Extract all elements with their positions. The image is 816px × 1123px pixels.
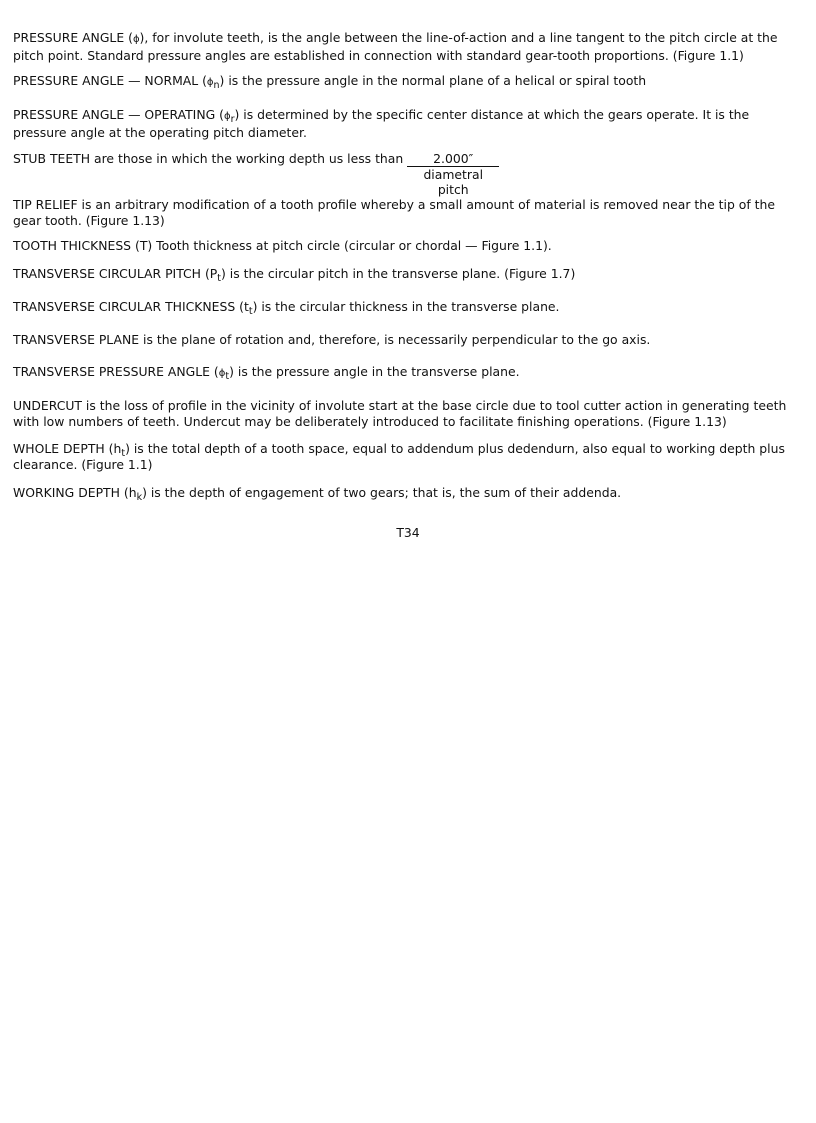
definition-text: ) is the circular pitch in the transverse plane. (Figure 1.7) — [220, 266, 576, 281]
fraction-denominator: diametral pitch — [423, 167, 484, 197]
definition-text: ) is the pressure angle in the transverse plane. — [229, 364, 520, 379]
subscript: r — [230, 114, 235, 125]
term: WORKING DEPTH (h — [13, 485, 137, 500]
entry-tip-relief — [13, 197, 803, 229]
subscript: t — [121, 448, 126, 459]
entry-stub-teeth — [13, 151, 803, 197]
term: TRANSVERSE PRESSURE ANGLE ( — [13, 364, 219, 379]
entry-pressure-angle-normal — [13, 73, 803, 91]
entry-undercut — [13, 398, 803, 430]
definition-text: ) is the total depth of a tooth space, equal to addendum plus dedendurn, also equal to working depth plus clearance. (Figure 1.1) — [13, 441, 785, 472]
fraction — [407, 151, 499, 197]
entry-whole-depth — [13, 441, 803, 473]
entry-transverse-pressure-angle — [13, 364, 803, 382]
definition-text: ) is the depth of engagement of two gears; that is, the sum of their addenda. — [142, 485, 622, 500]
definition-text: ) is the circular thickness in the transverse plane. — [252, 299, 560, 314]
term: TRANSVERSE CIRCULAR THICKNESS (t — [13, 299, 249, 314]
subscript: k — [136, 492, 143, 503]
fraction-numerator: 2.000″ — [407, 151, 499, 167]
document-page — [13, 30, 803, 501]
entry-working-depth — [13, 485, 803, 501]
subscript: t — [248, 306, 253, 317]
entry-pressure-angle-operating — [13, 107, 803, 141]
definition-text: TOOTH THICKNESS (T) Tooth thickness at pitch circle (circular or chordal — Figure 1.1). — [13, 238, 552, 253]
subscript: t — [225, 371, 230, 382]
entry-transverse-circular-pitch — [13, 266, 803, 282]
phi-symbol: ϕ — [132, 34, 140, 45]
definition-text: UNDERCUT is the loss of profile in the vicinity of involute start at the base circle due to tool cutter action in generating teeth with low numbers of teeth. Undercut may be deliberately introduced to facilitate finishing operations. (Figure 1.13) — [13, 398, 787, 429]
term: WHOLE DEPTH (h — [13, 441, 122, 456]
definition-text: TRANSVERSE PLANE is the plane of rotation and, therefore, is necessarily perpendicular to the go axis. — [13, 332, 651, 347]
definition-text: ) is determined by the specific center distance at which the gears operate. It is the pressure angle at the operating pitch diameter. — [13, 107, 750, 140]
entry-transverse-plane — [13, 332, 803, 348]
definition-text: ) is the pressure angle in the normal plane of a helical or spiral tooth — [219, 73, 647, 88]
term: TRANSVERSE CIRCULAR PITCH (P — [13, 266, 218, 281]
entry-transverse-circular-thickness — [13, 299, 803, 315]
term: PRESSURE ANGLE ( — [13, 30, 133, 45]
definition-text: ), for involute teeth, is the angle between the line-of-action and a line tangent to the pitch circle at the pitch point. Standard pressure angles are established in connection with standard gear-tooth proportions. (Figure 1.1) — [13, 30, 778, 63]
entry-pressure-angle — [13, 30, 803, 64]
phi-symbol: ϕ — [218, 368, 226, 379]
term: PRESSURE ANGLE — NORMAL ( — [13, 73, 207, 88]
page-number: T34 — [396, 525, 420, 540]
phi-symbol: ϕ — [206, 77, 214, 88]
entry-tooth-thickness — [13, 238, 803, 254]
subscript: t — [217, 273, 221, 284]
subscript: n — [213, 80, 220, 91]
definition-text: STUB TEETH are those in which the working depth us less than — [13, 151, 404, 166]
phi-symbol: ϕ — [223, 111, 231, 122]
definition-text: TIP RELIEF is an arbitrary modification of a tooth profile whereby a small amount of material is removed near the tip of the gear tooth. (Figure 1.13) — [13, 197, 775, 228]
term: PRESSURE ANGLE — OPERATING ( — [13, 107, 224, 122]
